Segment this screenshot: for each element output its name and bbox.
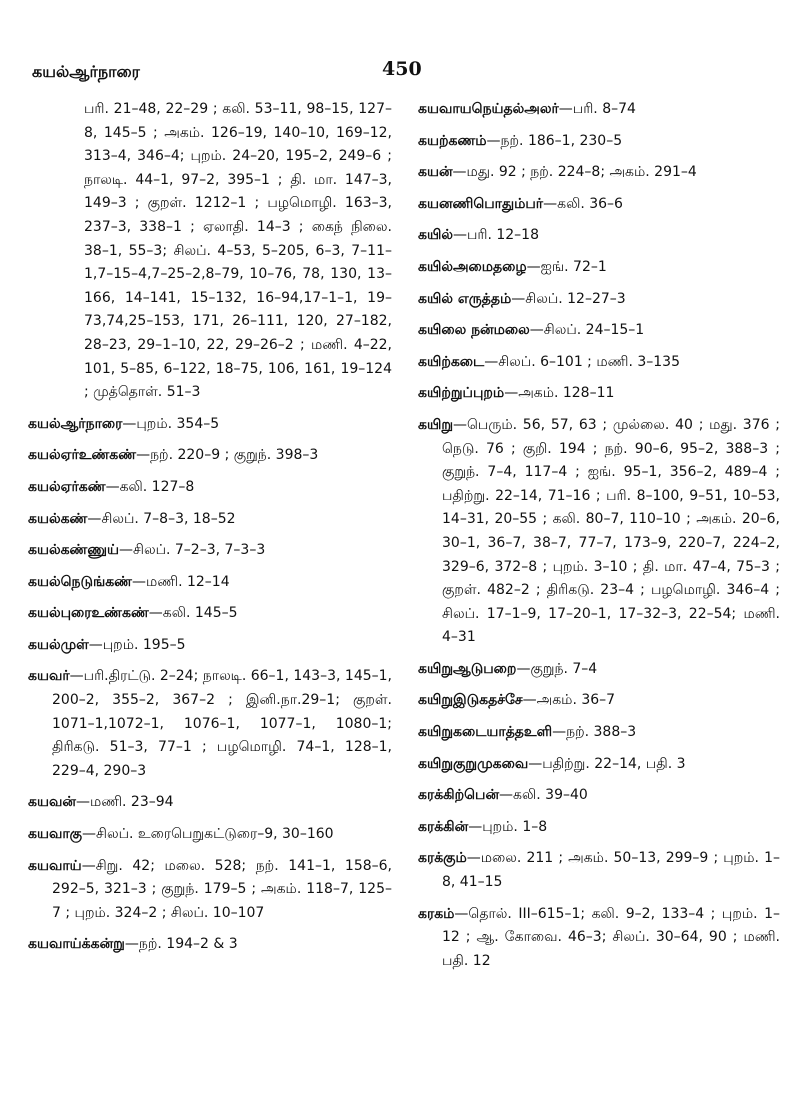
entry-headword: கயிறுகடையாத்தஉளி — [418, 724, 553, 741]
entry-dash: — — [81, 857, 96, 874]
index-entry — [418, 382, 780, 406]
entry-headword: கயவர் — [28, 668, 70, 685]
index-entry — [28, 634, 392, 658]
right-column — [418, 98, 780, 981]
entry-references: தொல். III–615–1; கலி. 9–2, 133–4 ; புறம். 1–12 ; ஆ. கோவை. 46–3; சிலப். 30–64, 90 ; மணி. பதி. 12 — [442, 905, 780, 969]
entry-dash: — — [136, 447, 151, 464]
entry-dash: — — [511, 290, 526, 307]
index-entry — [418, 689, 780, 713]
index-entry — [418, 161, 780, 185]
entry-references: நற். 388–3 — [566, 724, 637, 741]
index-entry — [418, 130, 780, 154]
entry-references: சிலப். 24–15–1 — [543, 322, 645, 339]
index-entry — [28, 413, 392, 437]
index-entry — [28, 823, 392, 847]
entry-headword: கயல்புரைஉண்கண் — [28, 605, 149, 622]
entry-dash: — — [105, 478, 120, 495]
entry-references: மணி. 12–14 — [146, 573, 230, 590]
entry-headword: கயில் — [418, 227, 453, 244]
entry-dash: — — [486, 132, 501, 149]
entry-references: பரி. 8–74 — [572, 101, 636, 117]
index-entry — [28, 508, 392, 532]
index-entry — [418, 847, 780, 894]
index-entry — [418, 319, 780, 343]
entry-headword: கயல்ஆர்நாரை — [28, 415, 123, 432]
index-entry — [418, 351, 780, 375]
entry-headword: கயல்கண்ணுய் — [28, 542, 119, 559]
entry-references: சிலப். உரைபெறுகட்டுரை–9, 30–160 — [96, 826, 334, 843]
entry-references: அகம். 128–11 — [518, 385, 615, 402]
entry-headword: கரக்கிற்பென் — [418, 787, 500, 804]
index-entry — [28, 444, 392, 468]
index-entry — [28, 791, 392, 815]
entry-references: சிலப். 6–101 ; மணி. 3–135 — [498, 353, 680, 370]
entry-dash: — — [452, 227, 467, 244]
entry-references: பரி.திரட்டு. 2–24; நாலடி. 66–1, 143–3, 145–1, 200–2, 355–2, 367–2 ; இனி.நா.29–1; குறள். 1071–1,1072–1, 1076–1, 1077–1, 1080–1; திரிகடு. 51–3, 77–1 ; பழமொழி. 74–1, 128–1, 229–4, 290–3 — [52, 668, 392, 779]
entry-dash: — — [516, 660, 531, 677]
entry-references: கலி. 145–5 — [162, 605, 238, 622]
entry-references: சிறு. 42; மலை. 528; நற். 141–1, 158–6, 292–5, 321–3 ; குறுந். 179–5 ; அகம். 118–7, 125–7 ; புறம். 324–2 ; சிலப். 10–107 — [52, 857, 392, 921]
entry-dash: — — [526, 258, 541, 275]
index-entry — [418, 753, 780, 777]
entry-references: நற். 186–1, 230–5 — [500, 132, 623, 149]
entry-headword: கயிறுகுறுமுகவை — [418, 755, 529, 772]
entry-headword: கயவன் — [28, 794, 76, 811]
entry-references: பதிற்று. 22–14, பதி. 3 — [542, 755, 686, 772]
entry-headword: கயவாய் — [28, 857, 82, 874]
entry-headword: கயில்அமைதழை — [418, 258, 527, 275]
entry-references: புறம். 195–5 — [102, 636, 186, 653]
index-entry — [418, 414, 780, 650]
entry-dash: — — [522, 692, 537, 709]
entry-dash: — — [528, 755, 543, 772]
entry-references: ஐங். 72–1 — [540, 258, 607, 275]
entry-headword: கயல்நெடுங்கண் — [28, 573, 132, 590]
page-number: 450 — [382, 58, 422, 80]
entry-headword: கயிறுஆடுபறை — [418, 660, 517, 677]
entry-dash: — — [558, 101, 573, 117]
entry-dash: — — [543, 195, 558, 212]
entry-headword: கயல்முள் — [28, 636, 89, 653]
entry-references: கலி. 36–6 — [557, 195, 623, 212]
index-entry — [418, 224, 780, 248]
index-entry — [418, 98, 780, 122]
index-entry — [418, 288, 780, 312]
entry-references: பரி. 21–48, 22–29 ; கலி. 53–11, 98–15, 127–8, 145–5 ; அகம். 126–19, 140–10, 169–12, 313–4, 346–4; புறம். 24–20, 195–2, 249–6 ; நாலடி. 44–1, 97–2, 395–1 ; தி. மா. 147–3, 149–3 ; குறள். 1212–1 ; பழமொழி. 163–3, 237–3, 338–1 ; ஏலாதி. 14–3 ; கைந் நிலை. 38–1, 55–3; சிலப். 4–53, 5–205, 6–3, 7–11–1,7–15–4,7–25–2,8–79, 10–76, 78, 130, 13–166, 14–141, 15–132, 16–94,17–1–1, 19–73,74,25–153, 171, 26–111, 120, 27–182, 28–23, 29–1–10, 22, 29–26–2 ; மணி. 4–22, 101, 5–85, 6–122, 18–75, 106, 161, 19–124 ; முத்தொள். 51–3 — [84, 101, 392, 401]
entry-dash: — — [148, 605, 163, 622]
entry-references: புறம். 354–5 — [136, 415, 220, 432]
entry-references: பெரும். 56, 57, 63 ; முல்லை. 40 ; மது. 376 ; நெடு. 76 ; குறி. 194 ; நற். 90–6, 95–2, 388–3 ; குறுந். 7–4, 117–4 ; ஐங். 95–1, 356–2, 489–4 ; பதிற்று. 22–14, 71–16 ; பரி. 8–100, 9–51, 10–53, 14–31, 20–55 ; கலி. 80–7, 110–10 ; அகம். 20–6, 30–1, 36–7, 38–7, 77–7, 173–9, 220–7, 224–2, 329–6, 372–8 ; புறம். 3–10 ; தி. மா. 47–4, 75–3 ; குறள். 482–2 ; திரிகடு. 23–4 ; பழமொழி. 346–4 ; சிலப். 17–1–9, 17–20–1, 17–32–3, 22–54; மணி. 4–31 — [442, 416, 780, 646]
index-entry — [28, 539, 392, 563]
entry-headword: கரகம் — [418, 905, 455, 922]
entry-headword: கயிற்றுப்புறம் — [418, 385, 505, 402]
entry-dash: — — [453, 416, 468, 433]
running-head: கயல்ஆர்நாரை — [32, 62, 140, 81]
entry-headword: கயற்கணம் — [418, 132, 487, 149]
entry-dash: — — [504, 385, 519, 402]
entry-references: நற். 194–2 & 3 — [138, 936, 238, 953]
entry-references: சிலப். 12–27–3 — [525, 290, 626, 307]
entry-headword: கயில் எருத்தம் — [418, 290, 512, 307]
entry-references: சிலப். 7–2–3, 7–3–3 — [133, 542, 266, 559]
entry-dash: — — [124, 936, 139, 953]
entry-headword: கயிற்கடை — [418, 353, 485, 370]
entry-references: மணி. 23–94 — [89, 794, 174, 811]
entry-headword: கயல்ஏர்கண் — [28, 478, 106, 495]
entry-headword: கயல்கண் — [28, 510, 88, 527]
entry-references: மது. 92 ; நற். 224–8; அகம். 291–4 — [466, 164, 697, 181]
entry-dash: — — [529, 322, 544, 339]
entry-dash: — — [82, 826, 97, 843]
entry-references: புறம். 1–8 — [482, 818, 548, 835]
index-entry — [418, 721, 780, 745]
entry-headword: கயிறுஇடுகதச்சே — [418, 692, 523, 709]
entry-references: நற். 220–9 ; குறுந். 398–3 — [150, 447, 319, 464]
entry-dash: — — [484, 353, 499, 370]
entry-dash: — — [552, 724, 567, 741]
entry-references: பரி. 12–18 — [466, 227, 539, 244]
index-entry — [28, 476, 392, 500]
index-entry — [28, 665, 392, 783]
entry-dash: — — [69, 668, 84, 685]
left-column — [28, 98, 392, 965]
entry-dash: — — [468, 818, 483, 835]
entry-headword: கயல்ஏர்உண்கண் — [28, 447, 137, 464]
entry-headword: கயனணிபொதும்பர் — [418, 195, 544, 212]
index-entry — [418, 903, 780, 974]
index-entry — [418, 193, 780, 217]
index-entry — [418, 784, 780, 808]
entry-dash: — — [122, 415, 137, 432]
entry-headword: கயிலை நன்மலை — [418, 322, 530, 339]
entry-dash: — — [499, 787, 514, 804]
entry-headword: கயவாயநெய்தல்அலர் — [418, 101, 559, 117]
entry-headword: கயன் — [418, 164, 453, 181]
entry-references: கலி. 127–8 — [119, 478, 195, 495]
entry-references: மலை. 211 ; அகம். 50–13, 299–9 ; புறம். 1–8, 41–15 — [442, 850, 780, 891]
index-entry — [28, 571, 392, 595]
index-entry — [418, 816, 780, 840]
index-entry — [28, 855, 392, 926]
index-entry — [28, 933, 392, 957]
entry-headword: கயிறு — [418, 416, 454, 433]
entry-dash: — — [452, 164, 467, 181]
index-entry — [418, 658, 780, 682]
entry-references: கலி. 39–40 — [513, 787, 588, 804]
entry-dash: — — [119, 542, 133, 559]
entry-dash: — — [454, 905, 469, 922]
entry-headword: கரக்கின் — [418, 818, 469, 835]
entry-references: அகம். 36–7 — [536, 692, 616, 709]
entry-dash: — — [87, 510, 102, 527]
index-entry — [418, 256, 780, 280]
entry-headword: கரக்கும் — [418, 850, 467, 867]
entry-dash: — — [466, 850, 481, 867]
entry-dash: — — [75, 794, 90, 811]
entry-references: சிலப். 7–8–3, 18–52 — [101, 510, 236, 527]
index-entry — [28, 602, 392, 626]
entry-dash: — — [88, 636, 103, 653]
entry-headword: கயவாகு — [28, 826, 83, 843]
index-entry — [28, 98, 392, 405]
entry-references: குறுந். 7–4 — [530, 660, 598, 677]
entry-dash: — — [132, 573, 146, 590]
entry-headword: கயவாய்க்கன்று — [28, 936, 125, 953]
